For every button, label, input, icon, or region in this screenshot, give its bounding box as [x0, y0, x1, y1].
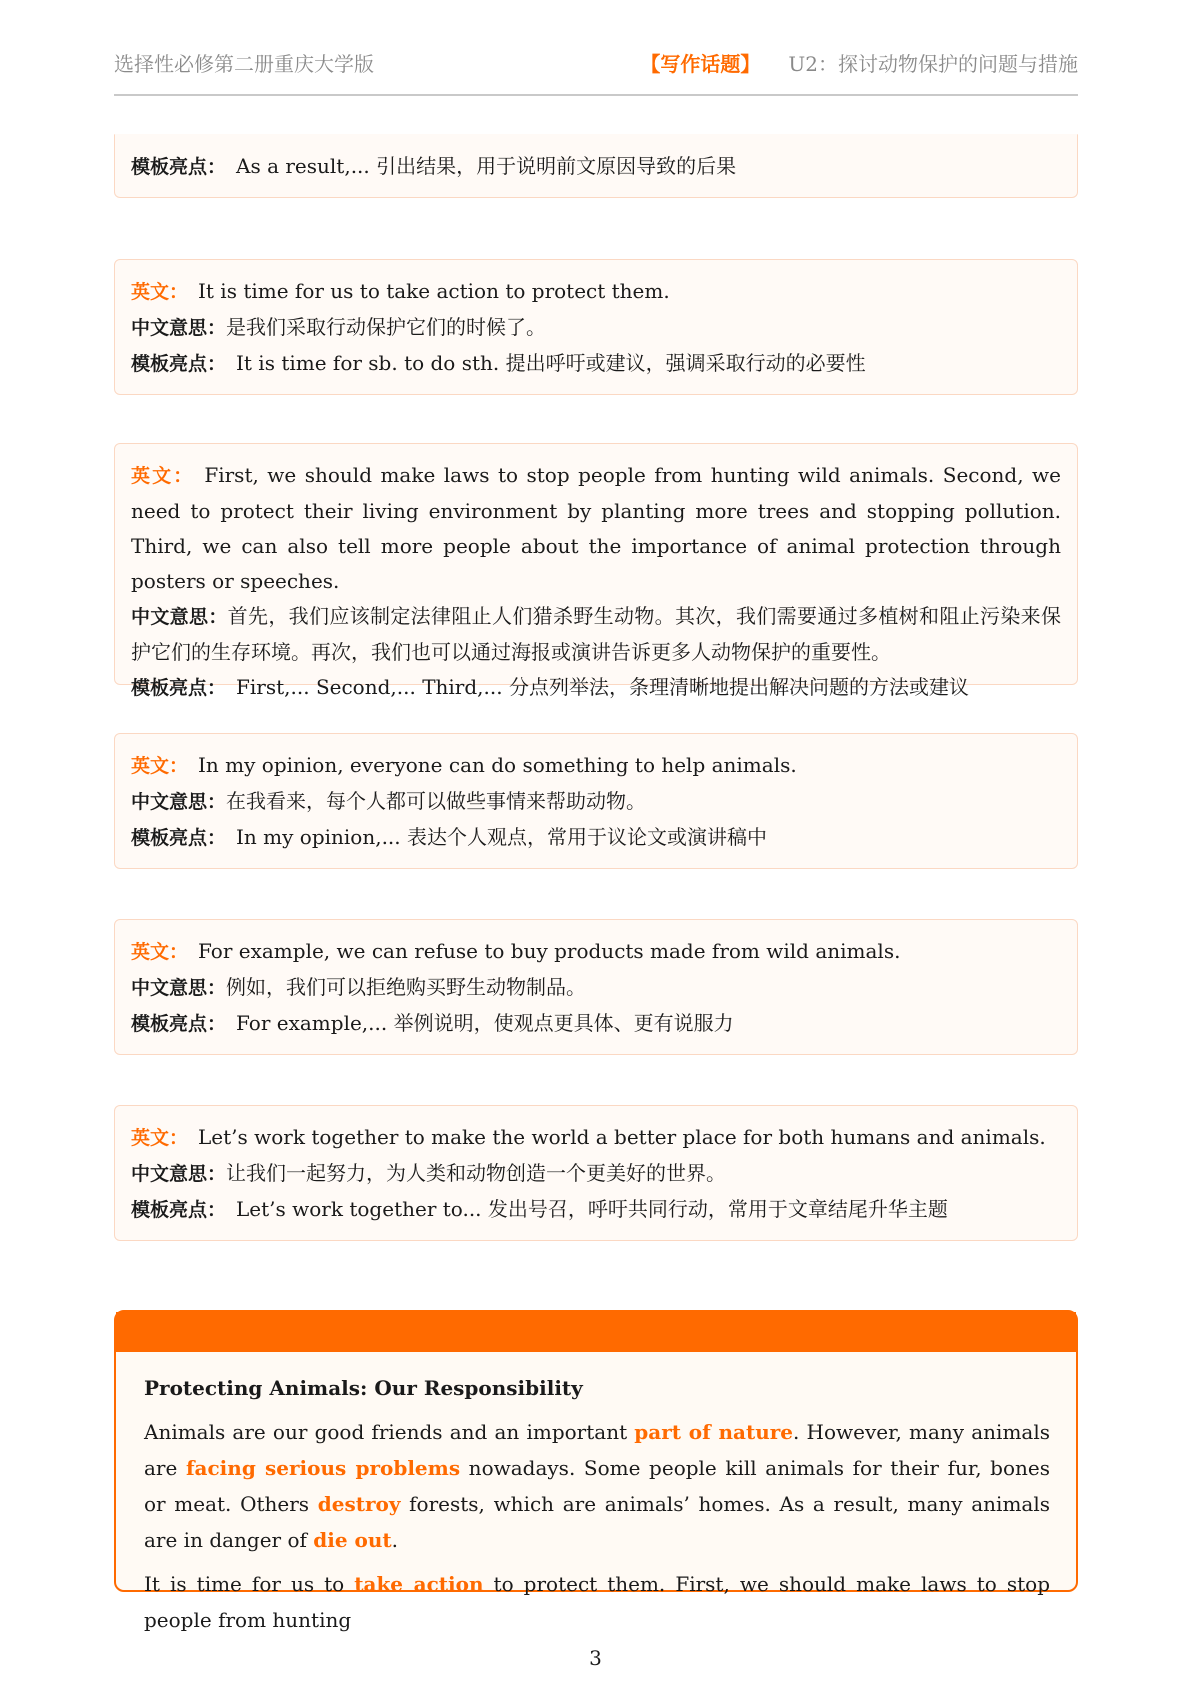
template-label: 模板亮点：	[131, 156, 227, 178]
english-label: 英文：	[131, 465, 195, 487]
template-row	[131, 1192, 1061, 1228]
header-right	[640, 48, 1078, 77]
chinese-label: 中文意思：	[131, 977, 227, 999]
essay-text: nowadays. Some people kill animals for their fur, bones or meat. Others	[144, 1456, 1051, 1516]
chinese-text: 首先，我们应该制定法律阻止人们猎杀野生动物。其次，我们需要通过多植树和阻止污染来保护它们的生存环境。再次，我们也可以通过海报或演讲告诉更多人动物保护的重要性。	[131, 604, 1061, 664]
english-row	[131, 458, 1061, 599]
essay-text: to protect them. First, we should make laws to stop people from hunting	[144, 1572, 1050, 1632]
template-text: First,... Second,... Third,... 分点列举法，条理清晰地提出解决问题的方法或建议	[236, 675, 969, 699]
chinese-text: 让我们一起努力，为人类和动物创造一个更美好的世界。	[226, 1161, 727, 1185]
essay-text: forests, which are animals’ homes. As a result, many animals are in danger of	[144, 1492, 1050, 1552]
template-label: 模板亮点：	[131, 827, 227, 849]
english-row	[131, 934, 1061, 970]
chinese-text: 在我看来，每个人都可以做些事情来帮助动物。	[226, 789, 647, 813]
model-essay-box	[114, 1310, 1078, 1632]
english-label: 英文：	[131, 281, 189, 303]
essay-highlight: part of nature	[634, 1420, 794, 1444]
essay-body	[116, 1352, 1076, 1638]
chinese-label: 中文意思：	[131, 791, 227, 813]
template-text: In my opinion,... 表达个人观点，常用于议论文或演讲稿中	[236, 825, 768, 849]
sentence-card	[114, 134, 1078, 198]
essay-highlight: facing serious problems	[185, 1456, 461, 1480]
chinese-row	[131, 310, 1061, 346]
template-label: 模板亮点：	[131, 677, 227, 699]
english-text: It is time for us to take action to protect them.	[198, 279, 670, 303]
essay-paragraph	[144, 1414, 1050, 1558]
chinese-text: 是我们采取行动保护它们的时候了。	[226, 315, 547, 339]
sentence-card	[114, 733, 1078, 869]
chinese-label: 中文意思：	[131, 317, 227, 339]
template-row	[131, 670, 1061, 706]
template-row	[131, 1006, 1061, 1042]
essay-highlight: destroy	[317, 1492, 401, 1516]
english-row	[131, 274, 1061, 310]
essay-text: Animals are our good friends and an important	[144, 1420, 635, 1444]
sentence-card	[114, 919, 1078, 1055]
english-text: For example, we can refuse to buy products made from wild animals.	[198, 939, 901, 963]
topic-tag: 【写作话题】	[640, 52, 761, 76]
essay-title: Protecting Animals: Our Responsibility	[144, 1376, 583, 1400]
english-text: Let’s work together to make the world a better place for both humans and animals.	[198, 1125, 1046, 1149]
chinese-row	[131, 784, 1061, 820]
chinese-row	[131, 1156, 1061, 1192]
template-label: 模板亮点：	[131, 1199, 227, 1221]
template-label: 模板亮点：	[131, 353, 227, 375]
sentence-card	[114, 259, 1078, 395]
page-header	[114, 44, 1078, 84]
chinese-label: 中文意思：	[131, 1163, 227, 1185]
template-text: Let’s work together to... 发出号召，呼吁共同行动，常用于文章结尾升华主题	[236, 1197, 948, 1221]
english-text: In my opinion, everyone can do something to help animals.	[198, 753, 797, 777]
essay-header-bar	[116, 1312, 1076, 1352]
page-number: 3	[589, 1646, 602, 1670]
book-title: 选择性必修第二册重庆大学版	[114, 52, 374, 76]
template-label: 模板亮点：	[131, 1013, 227, 1035]
sentence-card	[114, 1105, 1078, 1241]
essay-highlight: die out	[313, 1528, 392, 1552]
sentence-card	[114, 443, 1078, 699]
header-divider	[114, 94, 1078, 96]
english-label: 英文：	[131, 755, 189, 777]
essay-text: It is time for us to	[144, 1572, 355, 1596]
english-label: 英文：	[131, 1127, 189, 1149]
unit-title: U2：探讨动物保护的问题与措施	[788, 52, 1078, 76]
english-row	[131, 1120, 1061, 1156]
english-label: 英文：	[131, 941, 189, 963]
template-row	[131, 346, 1061, 382]
essay-text: . However, many animals are	[144, 1420, 1050, 1480]
template-text: For example,... 举例说明，使观点更具体、更有说服力	[236, 1011, 734, 1035]
template-row	[131, 820, 1061, 856]
english-row	[131, 748, 1061, 784]
english-text: First, we should make laws to stop people from hunting wild animals. Second, we need to protect their living environment by planting more trees and stopping pollution. Third, we can also tell more people about the importance of animal protection through posters or speeches.	[131, 463, 1061, 593]
template-text: It is time for sb. to do sth. 提出呼吁或建议，强调采取行动的必要性	[236, 351, 866, 375]
template-row	[131, 149, 1061, 185]
essay-text: .	[391, 1528, 399, 1552]
chinese-label: 中文意思：	[131, 606, 228, 628]
essay-paragraph	[144, 1566, 1050, 1638]
essay-highlight: take action	[354, 1572, 484, 1596]
chinese-row	[131, 599, 1061, 670]
template-text: As a result,... 引出结果，用于说明前文原因导致的后果	[236, 154, 737, 178]
chinese-row	[131, 970, 1061, 1006]
chinese-text: 例如，我们可以拒绝购买野生动物制品。	[226, 975, 587, 999]
